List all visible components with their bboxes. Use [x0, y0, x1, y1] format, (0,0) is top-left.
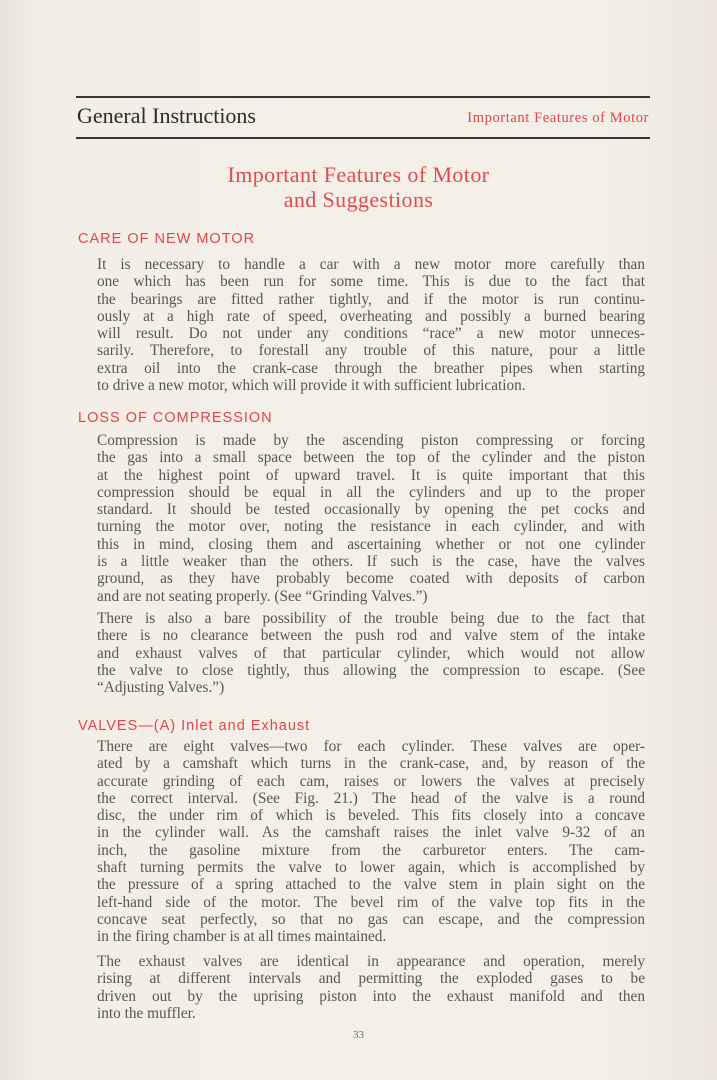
- text-line: driven out by the uprising piston into the exhaust manifold and then: [97, 987, 645, 1005]
- text-line: Compression is made by the ascending piston compressing or forcing: [97, 432, 645, 449]
- text-line: the correct interval. (See Fig. 21.) The head of the valve is a round: [97, 789, 645, 807]
- text-line: and are not seating properly. (See “Grinding Valves.”): [97, 587, 428, 605]
- page-number: 33: [353, 1029, 364, 1041]
- text-line: standard. It should be tested occasionally by opening the pet cocks and: [97, 501, 645, 519]
- text-line: “Adjusting Valves.”): [97, 679, 225, 697]
- running-header-right: Important Features of Motor: [467, 110, 649, 126]
- text-line: will result. Do not under any conditions “race” a new motor unneces-: [97, 325, 645, 343]
- text-line: the valve to close tightly, thus allowing the compression to escape. (See: [97, 661, 645, 679]
- text-line: left-hand side of the motor. The bevel rim of the valve top fits in the: [97, 893, 645, 911]
- text-line: shaft turning permits the valve to lower again, which is accomplished by: [97, 859, 645, 877]
- text-line: inch, the gasoline mixture from the carburetor enters. The cam-: [97, 841, 645, 859]
- text-line: ground, as they have probably become coated with deposits of carbon: [97, 570, 645, 588]
- text-line: sarily. Therefore, to forestall any trouble of this nature, pour a little: [97, 342, 645, 360]
- text-line: the gas into a small space between the top of the cylinder and the piston: [97, 449, 645, 467]
- section-heading: LOSS OF COMPRESSION: [78, 410, 273, 426]
- text-line: ously at a high rate of speed, overheating and possibly a burned bearing: [97, 307, 645, 325]
- header-top-rule: [76, 96, 650, 98]
- text-line: accurate grinding of each cam, raises or lowers the valves at precisely: [97, 772, 645, 790]
- paragraph: [97, 953, 645, 1022]
- text-line: in the firing chamber is at all times maintained.: [97, 928, 387, 946]
- text-line: The exhaust valves are identical in appearance and operation, merely: [97, 953, 645, 970]
- text-line: this in mind, closing them and ascertaining whether or not one cylinder: [97, 535, 645, 553]
- paragraph: [97, 610, 645, 696]
- section-heading: CARE OF NEW MOTOR: [78, 231, 256, 247]
- text-line: to drive a new motor, which will provide it with sufficient lubrication.: [97, 377, 526, 395]
- text-line: concave seat perfectly, so that no gas can escape, and the compression: [97, 910, 645, 928]
- text-line: compression should be equal in all the cylinders and up to the proper: [97, 483, 645, 501]
- text-line: ated by a camshaft which turns in the crank-case, and, by reason of the: [97, 755, 645, 773]
- text-line: into the muffler.: [97, 1004, 196, 1022]
- paragraph: [97, 738, 645, 946]
- text-line: is a little weaker than the others. If such is the case, have the valves: [97, 553, 645, 571]
- text-line: disc, the under rim of which is beveled. This fits closely into a concave: [97, 807, 645, 825]
- section-heading: VALVES—(A) Inlet and Exhaust: [78, 718, 311, 734]
- header-bottom-rule: [76, 137, 650, 139]
- text-line: the pressure of a spring attached to the valve stem in plain sight on the: [97, 876, 645, 894]
- text-line: and exhaust valves of that particular cylinder, which would not allow: [97, 644, 645, 662]
- text-line: turning the motor over, noting the resistance in each cylinder, and with: [97, 518, 645, 536]
- text-line: rising at different intervals and permitting the exploded gases to be: [97, 970, 645, 988]
- text-line: There are eight valves—two for each cylinder. These valves are oper-: [97, 738, 645, 755]
- page-title-line-2: and Suggestions: [283, 187, 434, 212]
- running-header-left: General Instructions: [77, 103, 256, 128]
- text-line: there is no clearance between the push rod and valve stem of the intake: [97, 627, 645, 645]
- paragraph: [97, 432, 645, 605]
- text-line: at the highest point of upward travel. It is quite important that this: [97, 466, 645, 484]
- text-line: the bearings are fitted rather tightly, and if the motor is run continu-: [97, 290, 645, 308]
- paragraph: [97, 256, 645, 394]
- text-line: There is also a bare possibility of the trouble being due to the fact that: [97, 610, 645, 627]
- text-line: extra oil into the crank-case through the breather pipes when starting: [97, 359, 645, 377]
- page-title-line-1: Important Features of Motor: [227, 162, 490, 187]
- text-line: one which has been run for some time. This is due to the fact that: [97, 273, 645, 291]
- text-line: in the cylinder wall. As the camshaft raises the inlet valve 9-32 of an: [97, 824, 645, 842]
- text-line: It is necessary to handle a car with a new motor more carefully than: [97, 256, 645, 273]
